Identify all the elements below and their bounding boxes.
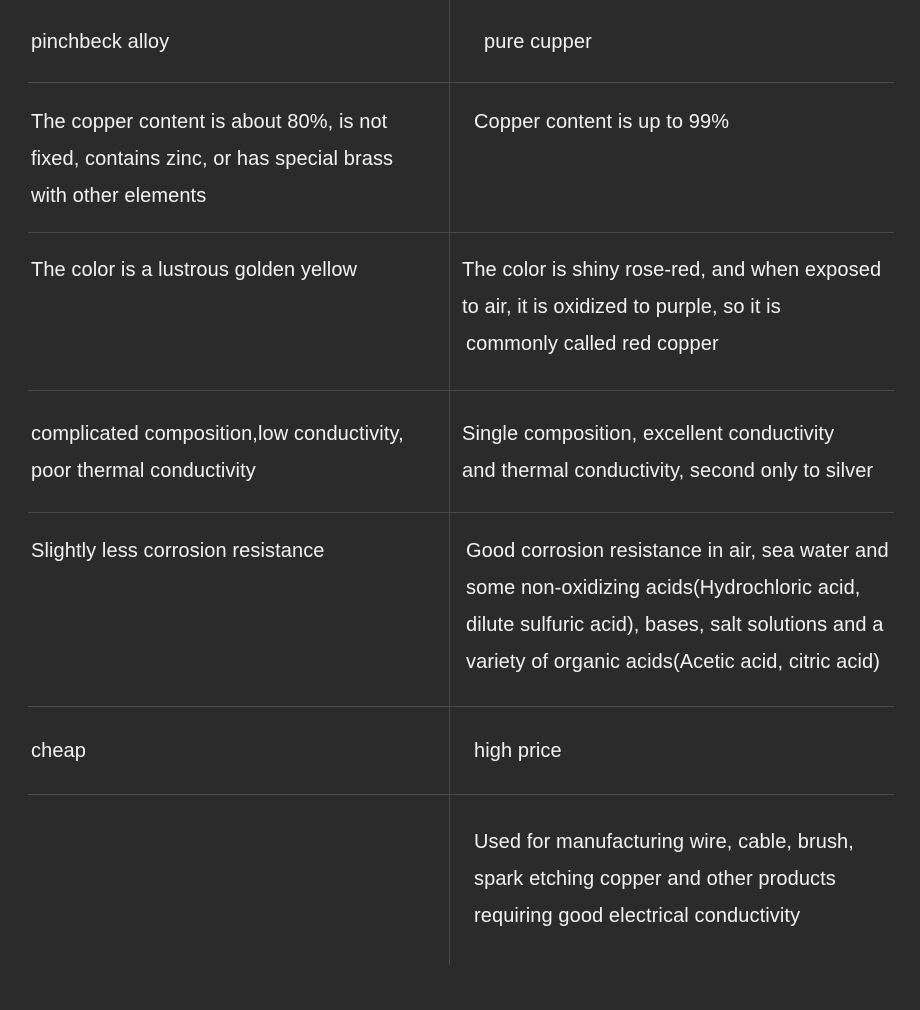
row-copper-content-left — [31, 104, 443, 215]
cell-line: Used for manufacturing wire, cable, brush, — [474, 831, 854, 853]
row-price-left — [31, 733, 443, 770]
header-text: pure cupper — [484, 31, 592, 53]
row-conductivity-left — [31, 416, 443, 490]
cell-line: fixed, contains zinc, or has special brass — [31, 148, 394, 170]
row-corrosion-left — [31, 533, 443, 570]
cell-line: The color is a lustrous golden yellow — [31, 259, 358, 281]
row-copper-content-right — [474, 104, 920, 141]
cell-line: variety of organic acids(Acetic acid, citric acid) — [466, 651, 881, 673]
row-divider — [28, 390, 894, 391]
cell-line: The copper content is about 80%, is not — [31, 111, 388, 133]
row-divider — [28, 794, 894, 795]
cell-line: commonly called red copper — [466, 333, 719, 355]
row-divider — [28, 232, 894, 233]
row-color-right — [462, 252, 912, 363]
cell-line: and thermal conductivity, second only to silver — [462, 460, 874, 482]
cell-line: to air, it is oxidized to purple, so it is — [462, 296, 781, 318]
cell-line: with other elements — [31, 185, 207, 207]
cell-line: high price — [474, 740, 562, 762]
cell-line: Good corrosion resistance in air, sea water and — [466, 540, 889, 562]
cell-line: cheap — [31, 740, 86, 762]
cell-line: spark etching copper and other products — [474, 868, 836, 890]
cell-line: some non-oxidizing acids(Hydrochloric acid, — [466, 577, 861, 599]
cell-line: Copper content is up to 99% — [474, 111, 730, 133]
row-usage-right — [474, 824, 920, 935]
column-divider — [449, 0, 450, 965]
row-color-left — [31, 252, 443, 289]
cell-line: complicated composition,low conductivity, — [31, 423, 404, 445]
row-divider — [28, 706, 894, 707]
cell-line: poor thermal conductivity — [31, 460, 256, 482]
header-pinchbeck-alloy — [31, 24, 443, 61]
cell-line: Single composition, excellent conductivity — [462, 423, 835, 445]
row-divider — [28, 512, 894, 513]
cell-line: requiring good electrical conductivity — [474, 905, 801, 927]
row-conductivity-right — [462, 416, 912, 490]
header-text: pinchbeck alloy — [31, 31, 170, 53]
row-corrosion-right — [466, 533, 916, 681]
header-pure-copper — [484, 24, 920, 61]
row-divider — [28, 82, 894, 83]
cell-line: dilute sulfuric acid), bases, salt solutions and a — [466, 614, 884, 636]
cell-line: Slightly less corrosion resistance — [31, 540, 325, 562]
row-price-right — [474, 733, 920, 770]
cell-line: The color is shiny rose-red, and when exposed — [462, 259, 882, 281]
